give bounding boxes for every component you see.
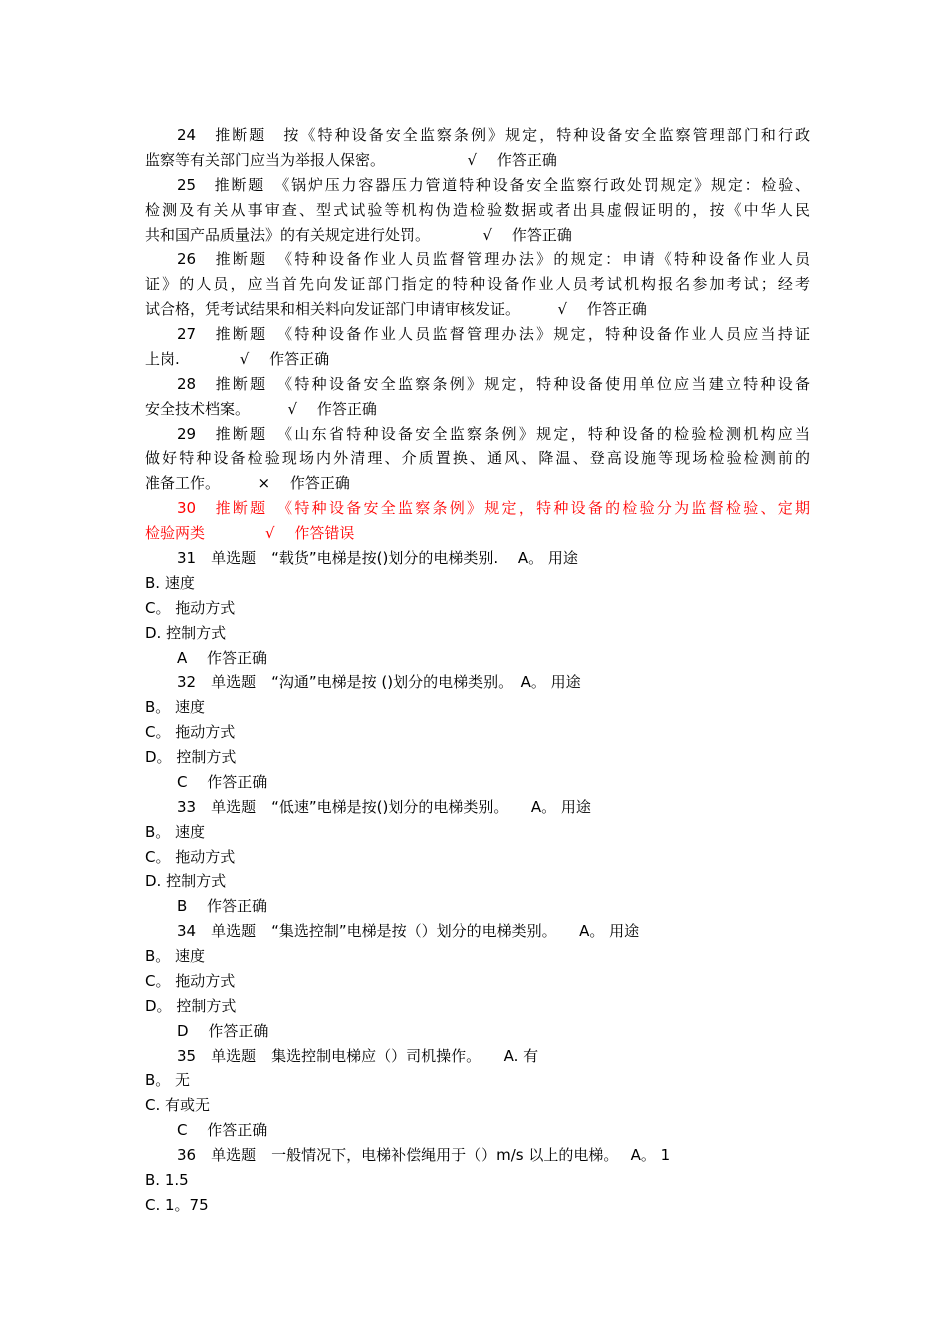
text-line: 33 单选题 “低速”电梯是按()划分的电梯类别。 A。 用途: [177, 797, 591, 816]
text-line: 31 单选题 “载货”电梯是按()划分的电梯类别. A。 用途: [177, 549, 578, 567]
text-line: D。 控制方式: [145, 748, 237, 766]
text-line: 27 推断题 《特种设备作业人员监督管理办法》规定，特种设备作业人员应当持证: [177, 325, 810, 343]
text-line: 监察等有关部门应当为举报人保密。 √ 作答正确: [145, 150, 557, 169]
text-line: C。 拖动方式: [145, 723, 236, 742]
text-line: C. 1。75: [145, 1195, 209, 1214]
text-line: 证》的人员，应当首先向发证部门指定的特种设备作业人员考试机构报名参加考试；经考: [145, 275, 810, 294]
text-line: 36 单选题 一般情况下，电梯补偿绳用于（）m/s 以上的电梯。 A。 1: [177, 1146, 671, 1165]
text-line: 上岗. √ 作答正确: [145, 349, 330, 368]
text-line: 共和国产品质量法》的有关规定进行处罚。 √ 作答正确: [145, 225, 572, 244]
text-line: 试合格，凭考试结果和相关料向发证部门申请审核发证。 √ 作答正确: [145, 300, 647, 319]
text-line: C 作答正确: [177, 1121, 268, 1140]
text-line: D 作答正确: [177, 1021, 269, 1040]
text-line: 检测及有关从事审查、型式试验等机构伪造检验数据或者出具虚假证明的，按《中华人民: [145, 200, 810, 219]
text-line: 做好特种设备检验现场内外清理、介质置换、通风、降温、登高设施等现场检验检测前的: [145, 449, 810, 468]
text-line: C. 有或无: [145, 1096, 211, 1115]
text-line: C。 拖动方式: [145, 971, 236, 990]
text-line: B. 1.5: [145, 1171, 189, 1189]
text-line: 安全技术档案。 √ 作答正确: [145, 399, 377, 418]
text-line: 29 推断题 《山东省特种设备安全监察条例》规定，特种设备的检验检测机构应当: [177, 424, 810, 443]
text-line: 准备工作。 × 作答正确: [145, 474, 350, 493]
text-line: B。 无: [145, 1071, 191, 1090]
text-line: 30 推断题 《特种设备安全监察条例》规定，特种设备的检验分为监督检验、定期: [177, 499, 810, 518]
text-line: C。 拖动方式: [145, 598, 236, 617]
text-line: B。 速度: [145, 947, 206, 965]
text-line: B。 速度: [145, 822, 206, 841]
text-line: 28 推断题 《特种设备安全监察条例》规定，特种设备使用单位应当建立特种设备: [177, 374, 810, 393]
text-line: 35 单选题 集选控制电梯应（）司机操作。 A. 有: [177, 1046, 539, 1065]
text-line: B。 速度: [145, 698, 206, 717]
text-line: 25 推断题 《锅炉压力容器压力管道特种设备安全监察行政处罚规定》规定：检验、: [177, 175, 810, 194]
text-line: 24 推断题 按《特种设备安全监察条例》规定，特种设备安全监察管理部门和行政: [177, 126, 810, 144]
text-line: 32 单选题 “沟通”电梯是按 ()划分的电梯类别。 A。 用途: [177, 673, 581, 692]
text-line: 检验两类 √ 作答错误: [145, 524, 355, 543]
text-line: D. 控制方式: [145, 623, 227, 642]
text-line: B 作答正确: [177, 897, 268, 916]
text-line: C 作答正确: [177, 772, 268, 791]
text-line: 26 推断题 《特种设备作业人员监督管理办法》的规定：申请《特种设备作业人员: [177, 250, 810, 269]
text-line: B. 速度: [145, 573, 195, 592]
text-line: 34 单选题 “集选控制”电梯是按（）划分的电梯类别。 A。 用途: [177, 922, 640, 941]
text-line: A 作答正确: [177, 648, 268, 667]
text-line: C。 拖动方式: [145, 847, 236, 866]
text-line: D. 控制方式: [145, 872, 227, 891]
text-line: D。 控制方式: [145, 996, 237, 1015]
